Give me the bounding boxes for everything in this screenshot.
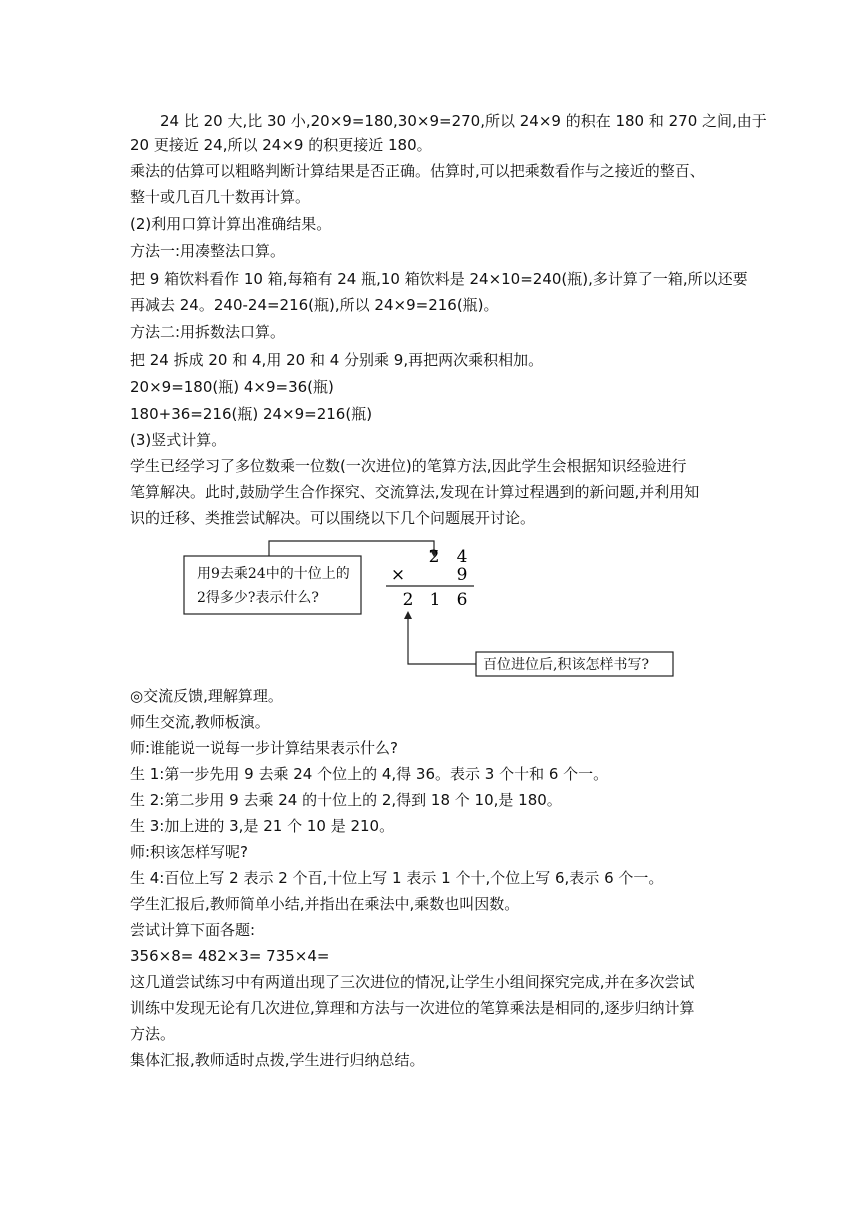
paragraph-line: 学生已经学习了多位数乘一位数(一次进位)的笔算方法,因此学生会根据知识经验进行 bbox=[130, 457, 687, 475]
question-right-text: 百位进位后,积该怎样书写? bbox=[483, 657, 649, 673]
equation-line: 180+36=216(瓶) 24×9=216(瓶) bbox=[130, 405, 373, 423]
paragraph-line: 24 比 20 大,比 30 小,20×9=180,30×9=270,所以 24×9 的积在 180 和 270 之间,由于 bbox=[160, 112, 767, 130]
paragraph-line: 集体汇报,教师适时点拨,学生进行归纳总结。 bbox=[130, 1051, 425, 1069]
paragraph-line: 方法。 bbox=[130, 1025, 176, 1043]
multiplicand-tens: 2 bbox=[428, 547, 440, 567]
method-heading: 方法二:用拆数法口算。 bbox=[130, 323, 286, 341]
product-ones: 6 bbox=[456, 590, 468, 610]
multiplicand-ones: 4 bbox=[456, 547, 468, 567]
times-operator: × bbox=[390, 565, 406, 585]
paragraph-line: 这几道尝试练习中有两道出现了三次进位的情况,让学生小组间探究完成,并在多次尝试 bbox=[130, 973, 695, 991]
dialogue-line: 生 2:第二步用 9 去乘 24 的十位上的 2,得到 18 个 10,是 180。 bbox=[130, 791, 562, 809]
paragraph-line: 把 24 拆成 20 和 4,用 20 和 4 分别乘 9,再把两次乘积相加。 bbox=[130, 351, 544, 369]
paragraph-line: 整十或几百几十数再计算。 bbox=[130, 188, 311, 206]
section-heading: (2)利用口算计算出准确结果。 bbox=[130, 215, 332, 233]
paragraph-line: 识的迁移、类推尝试解决。可以围绕以下几个问题展开讨论。 bbox=[130, 509, 536, 527]
dialogue-line: 生 4:百位上写 2 表示 2 个百,十位上写 1 表示 1 个十,个位上写 6,表示 6 个一。 bbox=[130, 869, 664, 887]
paragraph-line: 师生交流,教师板演。 bbox=[130, 713, 270, 731]
equation-line: 20×9=180(瓶) 4×9=36(瓶) bbox=[130, 378, 334, 396]
dialogue-line: 生 1:第一步先用 9 去乘 24 个位上的 4,得 36。表示 3 个十和 6 个一。 bbox=[130, 765, 609, 783]
section-heading: (3)竖式计算。 bbox=[130, 431, 227, 449]
dialogue-line: 师:积该怎样写呢? bbox=[130, 843, 249, 861]
dialogue-line: 生 3:加上进的 3,是 21 个 10 是 210。 bbox=[130, 817, 395, 835]
question-left-line2: 2得多少?表示什么? bbox=[197, 590, 319, 606]
dialogue-line: 师:谁能说一说每一步计算结果表示什么? bbox=[130, 739, 399, 757]
paragraph-line: 学生汇报后,教师简单小结,并指出在乘法中,乘数也叫因数。 bbox=[130, 895, 520, 913]
vertical-multiplication-figure bbox=[183, 534, 678, 680]
paragraph-line: 再减去 24。240-24=216(瓶),所以 24×9=216(瓶)。 bbox=[130, 296, 499, 314]
paragraph-line: 尝试计算下面各题: bbox=[130, 921, 256, 939]
multiplier: 9 bbox=[456, 565, 468, 585]
product-tens: 1 bbox=[429, 590, 441, 610]
paragraph-line: 把 9 箱饮料看作 10 箱,每箱有 24 瓶,10 箱饮料是 24×10=240(瓶),多计算了一箱,所以还要 bbox=[130, 270, 748, 288]
paragraph-line: 笔算解决。此时,鼓励学生合作探究、交流算法,发现在计算过程遇到的新问题,并利用知 bbox=[130, 483, 700, 501]
question-left-line1: 用9去乘24中的十位上的 bbox=[197, 566, 350, 582]
exercise-line: 356×8= 482×3= 735×4= bbox=[130, 947, 330, 965]
product-hundreds: 2 bbox=[402, 590, 414, 610]
paragraph-line: 乘法的估算可以粗略判断计算结果是否正确。估算时,可以把乘数看作与之接近的整百、 bbox=[130, 162, 705, 180]
paragraph-line: 训练中发现无论有几次进位,算理和方法与一次进位的笔算乘法是相同的,逐步归纳计算 bbox=[130, 999, 695, 1017]
paragraph-line: 20 更接近 24,所以 24×9 的积更接近 180。 bbox=[130, 136, 432, 154]
method-heading: 方法一:用凑整法口算。 bbox=[130, 242, 286, 260]
section-heading: ◎交流反馈,理解算理。 bbox=[130, 687, 283, 705]
